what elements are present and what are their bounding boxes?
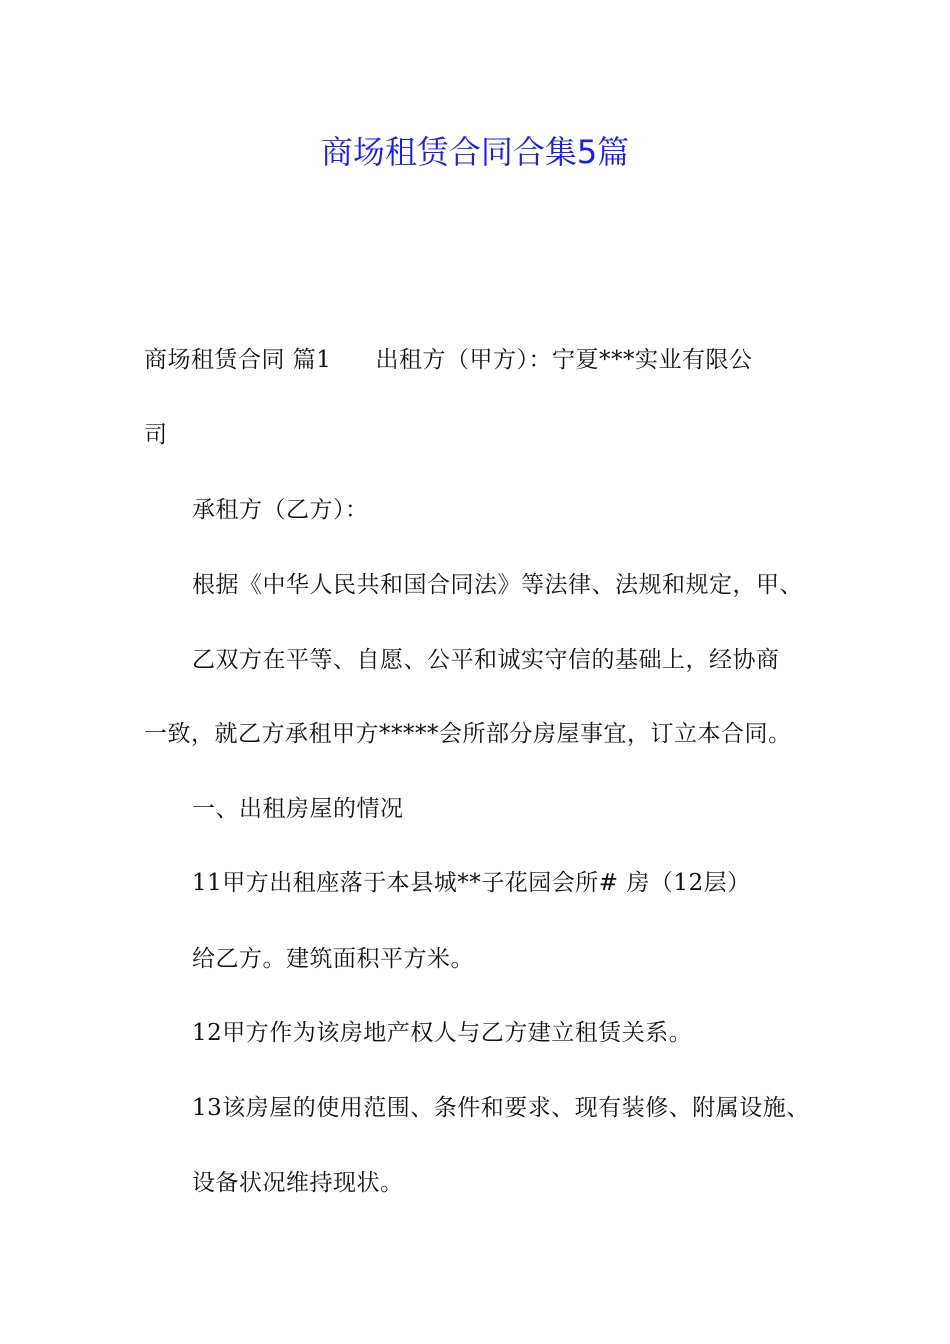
intro-paragraph-line-1: 根据《中华人民共和国合同法》等法律、法规和规定，甲、: [192, 572, 803, 598]
contract-header-line: [144, 344, 814, 376]
clause-1-2: 12甲方作为该房地产权人与乙方建立租赁关系。: [192, 1020, 693, 1046]
article-1-heading: 一、出租房屋的情况: [192, 796, 404, 822]
section-heading: 商场租赁合同 篇1: [144, 347, 332, 373]
lessor-line: 出租方（甲方）：宁夏***实业有限公: [375, 347, 753, 373]
document-title: 商场租赁合同合集5篇: [320, 133, 630, 171]
clause-1-3-line-2: 设备状况维持现状。: [192, 1170, 404, 1196]
lessor-line-continued: 司: [144, 422, 168, 448]
intro-paragraph-line-2: 乙双方在平等、自愿、公平和诚实守信的基础上，经协商: [192, 647, 780, 673]
lessee-line: 承租方（乙方）：: [192, 497, 369, 523]
clause-1-1-line-2: 给乙方。建筑面积平方米。: [192, 946, 474, 972]
clause-1-1-line-1: 11甲方出租座落于本县城**子花园会所# 房（12层）: [192, 870, 751, 896]
clause-1-3-line-1: 13该房屋的使用范围、条件和要求、现有装修、附属设施、: [192, 1095, 810, 1121]
intro-paragraph-line-3: 一致，就乙方承租甲方*****会所部分房屋事宜，订立本合同。: [144, 721, 792, 747]
